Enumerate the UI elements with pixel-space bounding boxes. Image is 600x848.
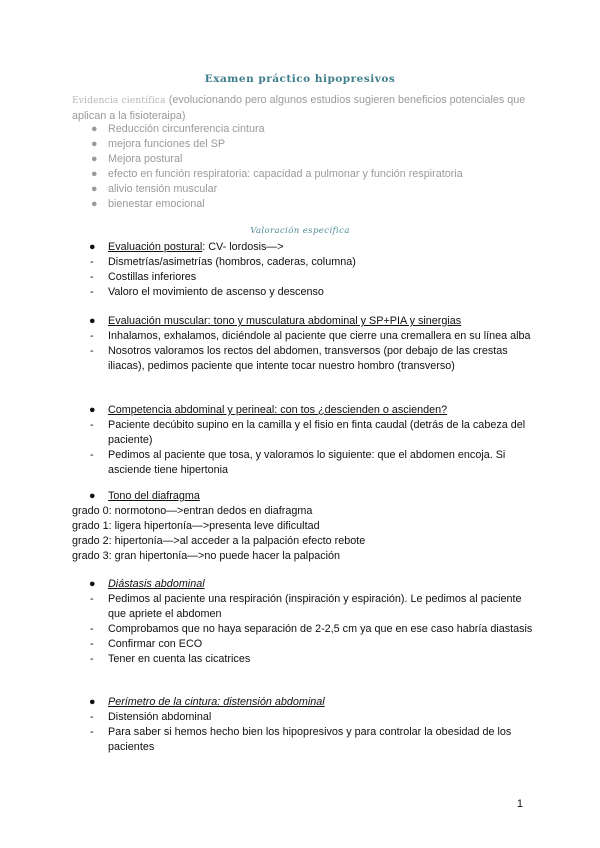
list-item: - Inhalamos, exhalamos, diciéndole al paciente que cierre una cremallera en su línea alba: [90, 330, 531, 343]
intro-text: (evolucionando pero algunos estudios sugieren beneficios potenciales que aplican a la fisioteraipa): [72, 94, 526, 122]
list-item: - Nosotros valoramos los rectos del abdomen, transversos (por debajo de las crestas iliacas), pedimos paciente que intente tocar nuestro hombro (transverso): [90, 345, 508, 373]
bullet-icon: ●: [89, 315, 96, 327]
document-title: Examen práctico hipopresivos: [204, 73, 396, 85]
bullet-icon: ●: [91, 197, 98, 210]
list-item: - Valoro el movimiento de ascenso y descenso: [90, 286, 324, 299]
bullet-icon: ●: [89, 490, 96, 502]
list-item: - Para saber si hemos hecho bien los hipopresivos y para controlar la obesidad de los pacientes: [90, 726, 512, 754]
list-item: ● Reducción circunferencia cintura: [72, 122, 532, 137]
bullet-icon: ●: [91, 123, 98, 135]
list-item: - Tener en cuenta las cicatrices: [90, 653, 251, 666]
list-item: ● Mejora postural: [72, 152, 532, 167]
section-muscular: [72, 314, 542, 374]
list-item: grado 0: normotono—>entran dedos en diafragma: [72, 505, 313, 518]
section-heading: Evaluación postural: [108, 241, 203, 253]
section-heading: Diástasis abdominal: [108, 578, 205, 590]
bullet-icon: ●: [91, 137, 98, 150]
bullet-icon: ●: [89, 696, 96, 708]
bullet-icon: ●: [91, 152, 98, 165]
bullet-icon: ●: [89, 241, 96, 253]
list-item: - Paciente decúbito supino en la camilla y el fisio en finta caudal (detrás de la cabeza del paciente): [90, 419, 526, 447]
list-item: - Comprobamos que no haya separación de 2-2,5 cm ya que en ese caso habría diastasis: [90, 623, 533, 636]
list-item: ● mejora funciones del SP: [72, 137, 532, 152]
list-item: - Distensión abdominal: [90, 711, 212, 724]
section-heading: Perímetro de la cintura: distensión abdominal: [108, 696, 325, 708]
page-number: 1: [516, 798, 523, 810]
section-heading: Evaluación muscular: tono y musculatura abdominal y SP+PIA y sinergias: [108, 315, 462, 327]
list-item: - Confirmar con ECO: [90, 638, 203, 651]
list-item: - Pedimos al paciente una respiración (inspiración y espiración). Le pedimos al paciente que apriete el abdomen: [90, 593, 522, 621]
benefits-list: [72, 122, 532, 211]
section-heading: Tono del diafragma: [108, 490, 200, 502]
list-item: ● alivio tensión muscular: [72, 182, 532, 197]
list-item: grado 2: hipertonía—>al acceder a la palpación efecto rebote: [72, 535, 366, 548]
section-subtitle: Valoración específica: [250, 226, 350, 236]
bullet-icon: ●: [89, 578, 96, 590]
list-item: ● bienestar emocional: [72, 197, 532, 212]
list-item: grado 3: gran hipertonía—>no puede hacer la palpación: [72, 550, 341, 563]
section-heading: Competencia abdominal y perineal: con tos ¿descienden o ascienden?: [108, 404, 448, 416]
bullet-icon: ●: [91, 182, 98, 195]
list-item: - Costillas inferiores: [90, 271, 197, 284]
section-competencia: [72, 403, 542, 478]
list-item: ● efecto en función respiratoria: capacidad a pulmonar y función respiratoria: [72, 167, 532, 182]
intro-paragraph: [72, 93, 532, 124]
intro-lead: Evidencia científica: [72, 96, 166, 106]
bullet-icon: ●: [91, 167, 98, 180]
section-diastasis: [72, 577, 542, 668]
section-perimetro: [72, 695, 542, 755]
section-postural: ● Evaluación postural: CV- lordosis—> - Dismetrías/asimetrías (hombros, caderas, columna) - Costillas inferiores - Valoro el movimiento de ascenso y descenso: [72, 240, 542, 300]
list-item: - Dismetrías/asimetrías (hombros, caderas, columna): [90, 256, 356, 269]
section-diafragma: [72, 489, 542, 564]
list-item: grado 1: ligera hipertonía—>presenta leve dificultad: [72, 520, 320, 533]
bullet-icon: ●: [89, 404, 96, 416]
list-item: - Pedimos al paciente que tosa, y valoramos lo siguiente: que el abdomen encoja. Si asciende tiene hipertonia: [90, 449, 506, 477]
